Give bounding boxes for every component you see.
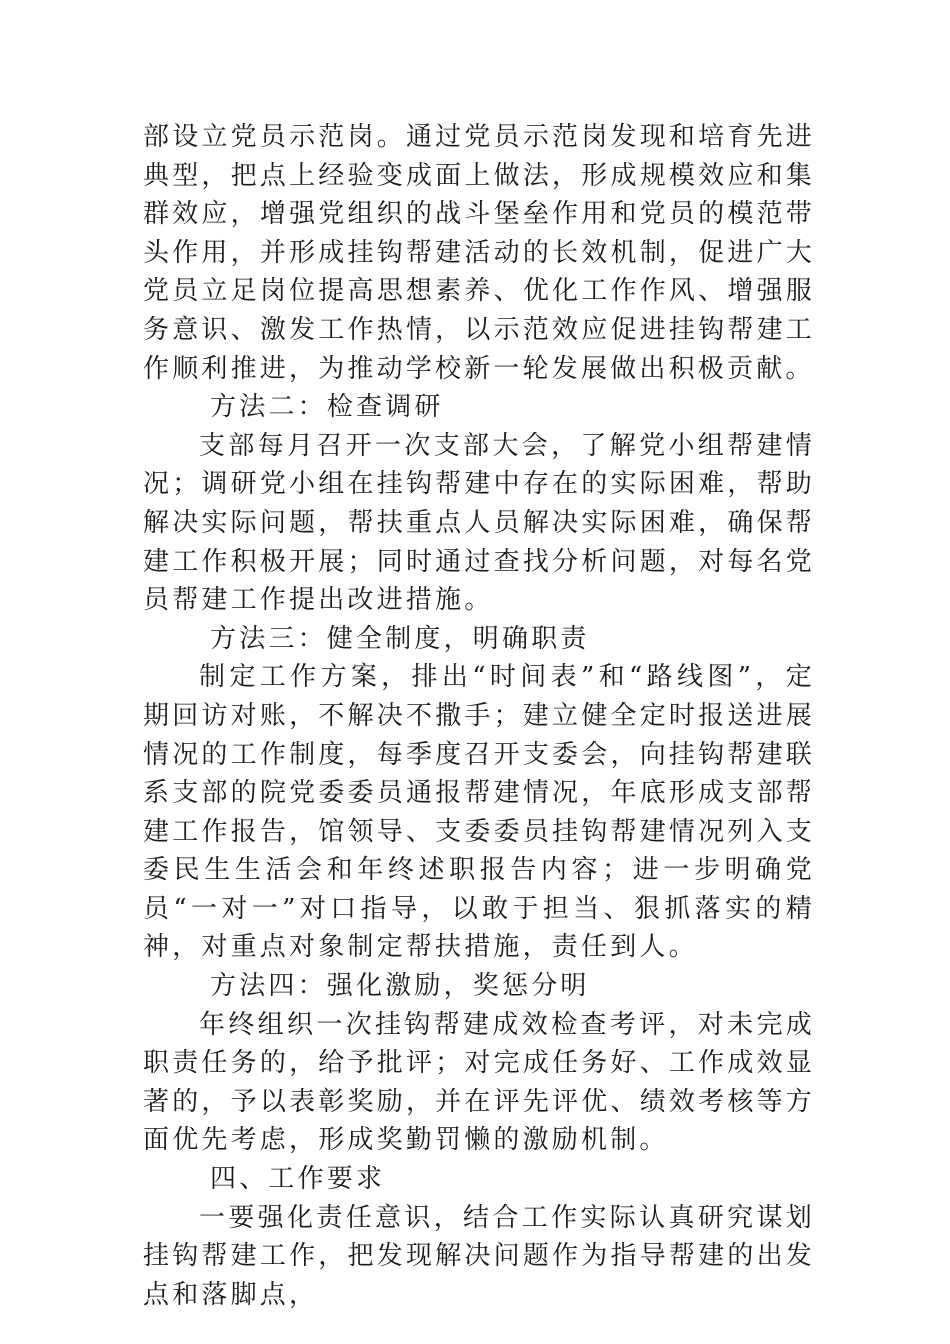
paragraph-system-responsibility: 制定工作方案，排出“时间表”和“路线图”，定期回访对账，不解决不撒手；建立健全定时报送进展情况的工作制度，每季度召开支委会，向挂钩帮建联系支部的院党委委员通报帮建情况，年底形成支部帮建工作报告，馆领导、支委委员挂钩帮建情况列入支委民生生活会和年终述职报告内容；进一步明确党员“一对一”对口指导，以敢于担当、狠抓落实的精神，对重点对象制定帮扶措施，责任到人。	[143, 662, 815, 963]
paragraph-demonstration-post: 部设立党员示范岗。通过党员示范岗发现和培育先进典型，把点上经验变成面上做法，形成规模效应和集群效应，增强党组织的战斗堡垒作用和党员的模范带头作用，并形成挂钩帮建活动的长效机制，促进广大党员立足岗位提高思想素养、优化工作作风、增强服务意识、激发工作热情，以示范效应促进挂钩帮建工作顺利推进，为推动学校新一轮发展做出积极贡献。	[143, 122, 815, 384]
paragraph-responsibility-awareness: 一要强化责任意识，结合工作实际认真研究谋划挂钩帮建工作，把发现解决问题作为指导帮建的出发点和落脚点，	[143, 1202, 815, 1310]
paragraph-incentives: 年终组织一次挂钩帮建成效检查考评，对未完成职责任务的，给予批评；对完成任务好、工作成效显著的，予以表彰奖励，并在评先评优、绩效考核等方面优先考虑，形成奖勤罚懒的激励机制。	[143, 1009, 815, 1156]
document-body	[143, 118, 815, 1314]
section-heading-work-requirements: 四、工作要求	[210, 1164, 386, 1195]
section-heading-method-two: 方法二：检查调研	[210, 392, 444, 423]
section-heading-method-four: 方法四：强化激励，奖惩分明	[210, 971, 590, 1002]
paragraph-inspection-research: 支部每月召开一次支部大会，了解党小组帮建情况；调研党小组在挂钩帮建中存在的实际困难，帮助解决实际问题，帮扶重点人员解决实际困难，确保帮建工作积极开展；同时通过查找分析问题，对每名党员帮建工作提出改进措施。	[143, 430, 815, 616]
section-heading-method-three: 方法三：健全制度，明确职责	[210, 623, 590, 654]
